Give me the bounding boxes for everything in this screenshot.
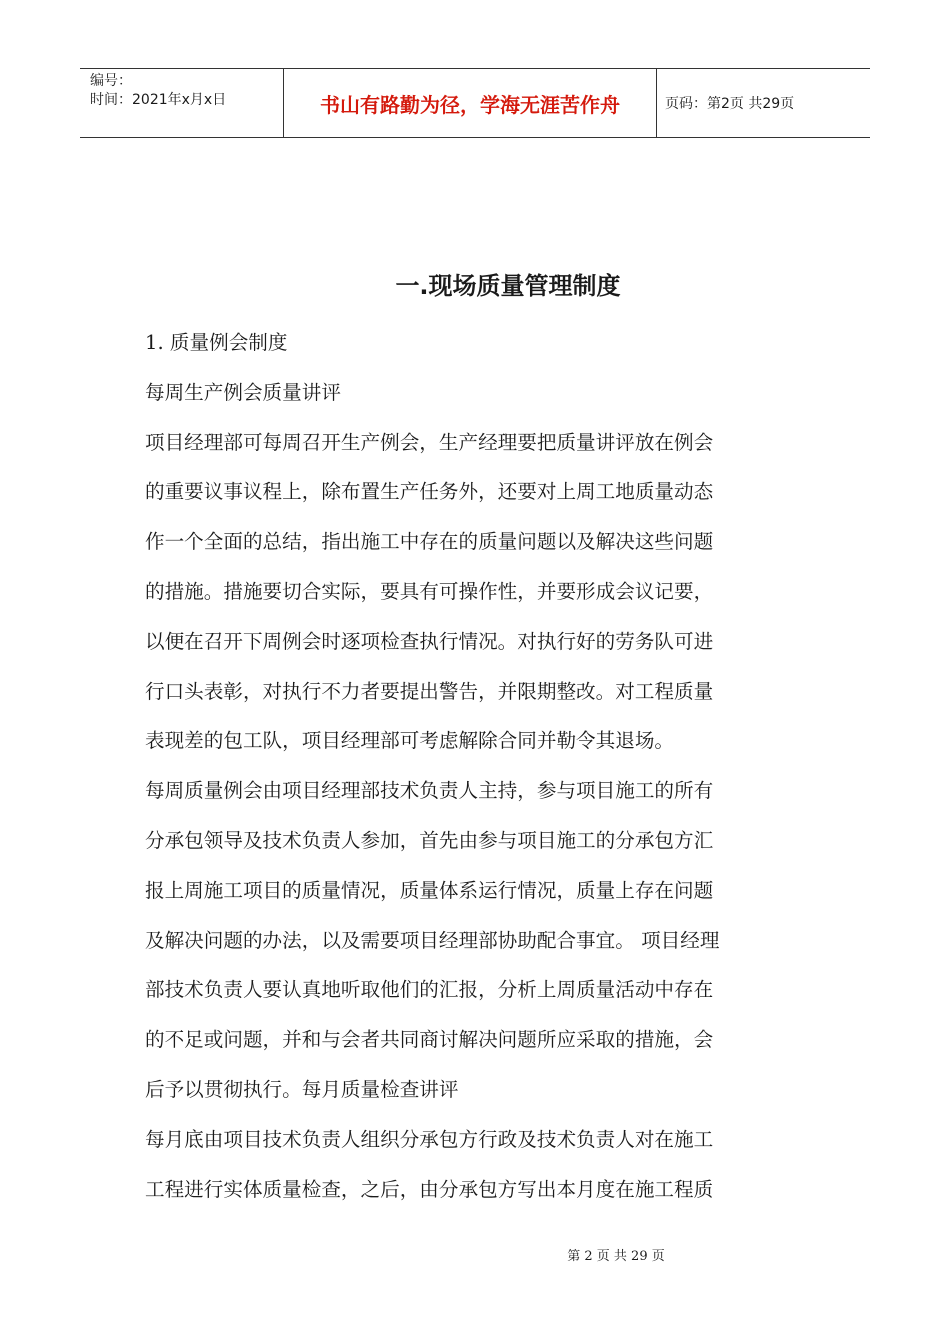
- text-line: 每周生产例会质量讲评: [145, 380, 341, 404]
- header-meta: [80, 69, 283, 137]
- header-motto: 书山有路勤为径，学海无涯苦作舟: [283, 69, 657, 137]
- text-line: 分承包领导及技术负责人参加，首先由参与项目施工的分承包方汇: [145, 828, 714, 852]
- page-footer: 第 2 页 共 29 页: [567, 1249, 665, 1264]
- text-line: 项目经理部可每周召开生产例会，生产经理要把质量讲评放在例会: [145, 430, 714, 454]
- text-line: 的不足或问题，并和与会者共同商讨解决问题所应采取的措施，会: [145, 1028, 714, 1052]
- text-line: 表现差的包工队，项目经理部可考虑解除合同并勒令其退场。: [145, 729, 675, 753]
- text-line: 行口头表彰，对执行不力者要提出警告，并限期整改。对工程质量: [145, 679, 714, 703]
- body-text: [145, 318, 810, 1214]
- text-line: 的措施。措施要切合实际，要具有可操作性，并要形成会议记要，: [145, 579, 714, 603]
- text-line: 的重要议事议程上，除布置生产任务外，还要对上周工地质量动态: [145, 480, 714, 504]
- text-line: 作一个全面的总结，指出施工中存在的质量问题以及解决这些问题: [145, 530, 714, 554]
- text-line: 每周质量例会由项目经理部技术负责人主持，参与项目施工的所有: [145, 779, 714, 803]
- text-line: 每月底由项目技术负责人组织分承包方行政及技术负责人对在施工: [145, 1127, 714, 1151]
- text-line: 1. 质量例会制度: [145, 331, 288, 354]
- text-line: 后予以贯彻执行。每月质量检查讲评: [145, 1077, 459, 1101]
- section-title: 一.现场质量管理制度: [395, 272, 621, 300]
- text-line: 及解决问题的办法，以及需要项目经理部协助配合事宜。 项目经理: [145, 928, 720, 952]
- text-line: 部技术负责人要认真地听取他们的汇报，分析上周质量活动中存在: [145, 978, 714, 1002]
- text-line: 以便在召开下周例会时逐项检查执行情况。对执行好的劳务队可进: [145, 629, 714, 653]
- page-header: [80, 68, 870, 138]
- document-date: 时间：2021年x月x日: [90, 92, 227, 108]
- text-line: 报上周施工项目的质量情况，质量体系运行情况，质量上存在问题: [145, 878, 714, 902]
- document-number-label: 编号：: [90, 73, 132, 89]
- header-page-info: 页码：第2页 共29页: [665, 96, 795, 112]
- text-line: 工程进行实体质量检查，之后，由分承包方写出本月度在施工程质: [145, 1177, 714, 1201]
